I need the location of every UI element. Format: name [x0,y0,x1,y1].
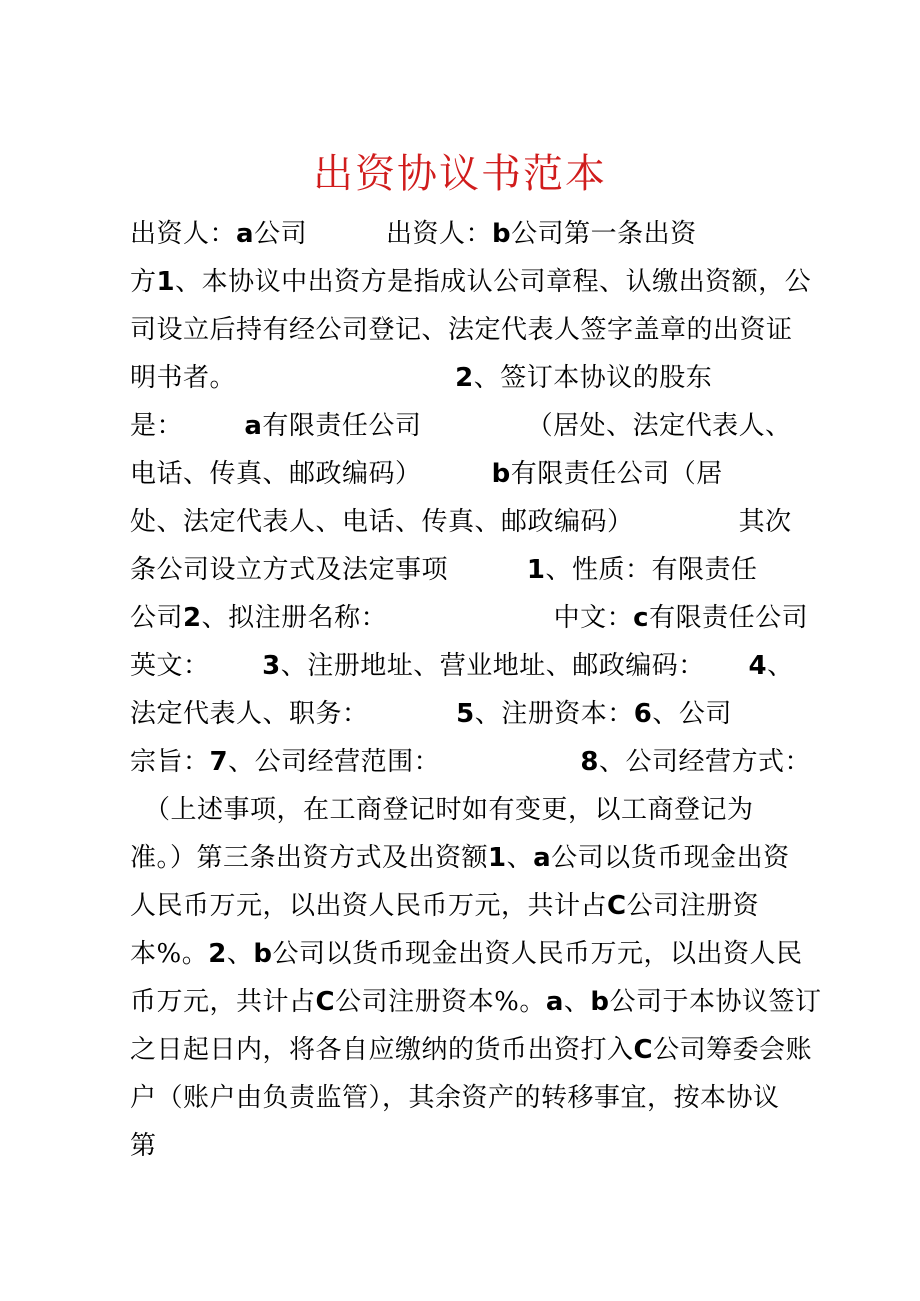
body-line: 出资人：a公司 出资人：b公司第一条出资 [130,219,697,249]
body-line: 人民币万元，以出资人民币万元，共计占C公司注册资 [130,891,760,921]
body-line: 准。）第三条出资方式及出资额1、a公司以货币现金出资 [130,843,790,873]
body-line: 电话、传真、邮政编码） b有限责任公司（居 [130,459,723,489]
body-line: 英文： 3、注册地址、营业地址、邮政编码： 4、 [130,651,794,681]
body-line: （上述事项，在工商登记时如有变更，以工商登记为 [144,795,754,825]
body-line: 方1、本协议中出资方是指成认公司章程、认缴出资额，公 [130,267,812,297]
body-line: 公司2、拟注册名称： 中文：c有限责任公司 [130,603,809,633]
body-line: 处、法定代表人、电话、传真、邮政编码） 其次 [130,507,792,537]
document-title: 出资协议书范本 [313,151,607,197]
body-line: 是： a有限责任公司 （居处、法定代表人、 [130,411,792,441]
body-line: 宗旨：7、公司经营范围： 8、公司经营方式： [130,747,811,777]
body-line: 法定代表人、职务： 5、注册资本：6、公司 [130,699,732,729]
body-line: 户（账户由负责监管），其余资产的转移事宜，按本协议 [130,1083,780,1113]
body-line: 第 [130,1131,157,1161]
body-line: 之日起日内，将各自应缴纳的货币出资打入C公司筹委会账 [130,1035,813,1065]
body-line: 司设立后持有经公司登记、法定代表人签字盖章的出资证 [130,315,793,345]
body-line: 明书者。 2、签订本协议的股东 [130,363,713,393]
body-line: 币万元，共计占C公司注册资本%。a、b公司于本协议签订 [130,987,822,1017]
body-line: 条公司设立方式及法定事项 1、性质：有限责任 [130,555,758,585]
body-line: 本%。2、b公司以货币现金出资人民币万元，以出资人民 [130,939,803,969]
